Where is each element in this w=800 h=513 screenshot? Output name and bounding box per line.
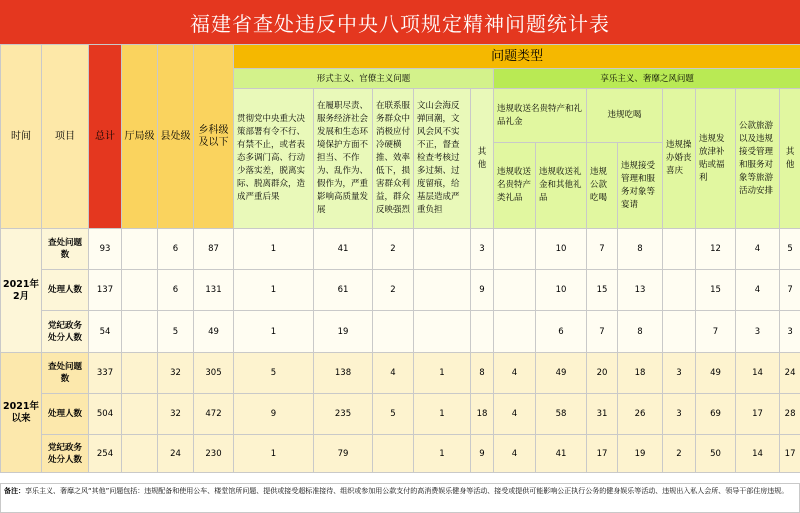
cell-g1 [494, 270, 536, 311]
cell-o: 24 [780, 353, 800, 394]
statistics-table [0, 44, 800, 473]
cell-w [663, 229, 696, 270]
cell-t: 4 [736, 270, 780, 311]
header-gift-2: 违规收送礼金和其他礼品 [536, 143, 587, 229]
cell-ting [122, 353, 158, 394]
header-eat-group: 违规吃喝 [587, 89, 663, 143]
cell-t: 4 [736, 229, 780, 270]
cell-g1: 4 [494, 353, 536, 394]
cell-xiang: 230 [194, 435, 234, 473]
cell-g2: 58 [536, 394, 587, 435]
header-formalism-group: 形式主义、官僚主义问题 [234, 69, 494, 89]
cell-e2: 26 [618, 394, 663, 435]
cell-f3: 5 [373, 394, 414, 435]
cell-f5 [471, 311, 494, 353]
cell-f3: 2 [373, 229, 414, 270]
cell-f3 [373, 435, 414, 473]
cell-f1: 9 [234, 394, 314, 435]
row-time-ytd: 2021年以来 [1, 353, 42, 473]
header-hedonism-group: 享乐主义、奢靡之风问题 [494, 69, 800, 89]
cell-f4: 1 [414, 353, 471, 394]
cell-xiang: 305 [194, 353, 234, 394]
cell-e1: 7 [587, 229, 618, 270]
cell-g2: 6 [536, 311, 587, 353]
cell-total: 337 [89, 353, 122, 394]
row-item: 处理人数 [42, 270, 89, 311]
cell-g2: 49 [536, 353, 587, 394]
row-item: 党纪政务处分人数 [42, 311, 89, 353]
cell-o: 5 [780, 229, 800, 270]
cell-w [663, 270, 696, 311]
header-gift-group: 违规收送名贵特产和礼品礼金 [494, 89, 587, 143]
footnote-text: 享乐主义、奢靡之风“其他”问题包括：违规配备和使用公车、楼堂馆所问题、提供或接受超标准接待、组织或参加用公款支付的高消费娱乐健身等活动、接受或提供可能影响公正执行公务的健身娱乐等活动、违规出入私人会所、领导干部住房违规。 [25, 487, 789, 495]
cell-t: 14 [736, 435, 780, 473]
cell-f1: 1 [234, 311, 314, 353]
header-item: 项目 [42, 45, 89, 229]
cell-g1: 4 [494, 435, 536, 473]
header-wedding: 违规操办婚丧喜庆 [663, 89, 696, 229]
header-eat-1: 违规公款吃喝 [587, 143, 618, 229]
row-item: 党纪政务处分人数 [42, 435, 89, 473]
cell-e1: 15 [587, 270, 618, 311]
cell-s: 69 [696, 394, 736, 435]
cell-g2: 41 [536, 435, 587, 473]
cell-f2: 235 [314, 394, 373, 435]
cell-t: 17 [736, 394, 780, 435]
cell-total: 93 [89, 229, 122, 270]
cell-t: 3 [736, 311, 780, 353]
header-level-xian: 县处级 [158, 45, 194, 229]
cell-f2: 19 [314, 311, 373, 353]
cell-xian: 5 [158, 311, 194, 353]
cell-e1: 31 [587, 394, 618, 435]
cell-e1: 20 [587, 353, 618, 394]
cell-g1 [494, 311, 536, 353]
cell-xiang: 131 [194, 270, 234, 311]
header-formalism-1: 贯彻党中央重大决策部署有令不行、有禁不止，或者表态多调门高、行动少落实差，脱离实际、脱离群众，造成严重后果 [234, 89, 314, 229]
cell-xiang: 49 [194, 311, 234, 353]
cell-w: 3 [663, 353, 696, 394]
header-hedonism-other: 其他 [780, 89, 800, 229]
page-title: 福建省查处违反中央八项规定精神问题统计表 [0, 0, 800, 44]
cell-e2: 13 [618, 270, 663, 311]
header-total: 总计 [89, 45, 122, 229]
cell-e2: 8 [618, 311, 663, 353]
cell-f2: 138 [314, 353, 373, 394]
cell-e2: 18 [618, 353, 663, 394]
cell-f1: 1 [234, 229, 314, 270]
cell-s: 7 [696, 311, 736, 353]
header-problem-type: 问题类型 [234, 45, 800, 69]
cell-g1: 4 [494, 394, 536, 435]
header-formalism-3: 在联系服务群众中消极应付冷硬横推、效率低下，损害群众利益，群众反映强烈 [373, 89, 414, 229]
cell-f3: 4 [373, 353, 414, 394]
cell-f2: 41 [314, 229, 373, 270]
cell-f3: 2 [373, 270, 414, 311]
cell-s: 49 [696, 353, 736, 394]
header-formalism-other: 其他 [471, 89, 494, 229]
cell-e2: 8 [618, 229, 663, 270]
header-level-ting: 厅局级 [122, 45, 158, 229]
cell-ting [122, 229, 158, 270]
header-subsidy: 违规发放津补贴或福利 [696, 89, 736, 229]
cell-e2: 19 [618, 435, 663, 473]
cell-f4 [414, 311, 471, 353]
cell-xiang: 87 [194, 229, 234, 270]
row-item: 查处问题数 [42, 229, 89, 270]
cell-xian: 6 [158, 229, 194, 270]
cell-s: 50 [696, 435, 736, 473]
cell-ting [122, 394, 158, 435]
cell-ting [122, 435, 158, 473]
cell-f1: 1 [234, 270, 314, 311]
cell-total: 54 [89, 311, 122, 353]
cell-xian: 32 [158, 353, 194, 394]
row-item: 处理人数 [42, 394, 89, 435]
cell-f1: 5 [234, 353, 314, 394]
header-gift-1: 违规收送名贵特产类礼品 [494, 143, 536, 229]
cell-f2: 61 [314, 270, 373, 311]
header-formalism-4: 文山会海反弹回潮，文风会风不实不正，督查检查考核过多过频、过度留痕，给基层造成严重负担 [414, 89, 471, 229]
cell-s: 12 [696, 229, 736, 270]
cell-ting [122, 311, 158, 353]
cell-o: 17 [780, 435, 800, 473]
cell-f5: 8 [471, 353, 494, 394]
cell-ting [122, 270, 158, 311]
cell-xian: 6 [158, 270, 194, 311]
header-eat-2: 违规接受管理和服务对象等宴请 [618, 143, 663, 229]
cell-f4: 1 [414, 394, 471, 435]
cell-t: 14 [736, 353, 780, 394]
cell-e1: 7 [587, 311, 618, 353]
cell-f5: 3 [471, 229, 494, 270]
cell-f2: 79 [314, 435, 373, 473]
header-travel: 公款旅游以及违规接受管理和服务对象等旅游活动安排 [736, 89, 780, 229]
cell-g2: 10 [536, 270, 587, 311]
cell-o: 3 [780, 311, 800, 353]
cell-f1: 1 [234, 435, 314, 473]
cell-o: 28 [780, 394, 800, 435]
header-time: 时间 [1, 45, 42, 229]
cell-xiang: 472 [194, 394, 234, 435]
cell-f5: 9 [471, 270, 494, 311]
cell-o: 7 [780, 270, 800, 311]
cell-s: 15 [696, 270, 736, 311]
cell-w: 3 [663, 394, 696, 435]
cell-f4 [414, 270, 471, 311]
cell-g1 [494, 229, 536, 270]
row-time-feb: 2021年2月 [1, 229, 42, 353]
cell-g2: 10 [536, 229, 587, 270]
row-item: 查处问题数 [42, 353, 89, 394]
header-formalism-2: 在履职尽责、服务经济社会发展和生态环境保护方面不担当、不作为、乱作为、假作为，严重影响高质量发展 [314, 89, 373, 229]
cell-f3 [373, 311, 414, 353]
cell-w: 2 [663, 435, 696, 473]
footnote [0, 483, 800, 513]
header-level-xiang: 乡科级及以下 [194, 45, 234, 229]
cell-f4 [414, 229, 471, 270]
cell-w [663, 311, 696, 353]
cell-total: 254 [89, 435, 122, 473]
cell-total: 504 [89, 394, 122, 435]
cell-xian: 32 [158, 394, 194, 435]
cell-e1: 17 [587, 435, 618, 473]
cell-xian: 24 [158, 435, 194, 473]
cell-f5: 18 [471, 394, 494, 435]
cell-f4: 1 [414, 435, 471, 473]
footnote-label: 备注： [4, 487, 25, 495]
cell-f5: 9 [471, 435, 494, 473]
cell-total: 137 [89, 270, 122, 311]
